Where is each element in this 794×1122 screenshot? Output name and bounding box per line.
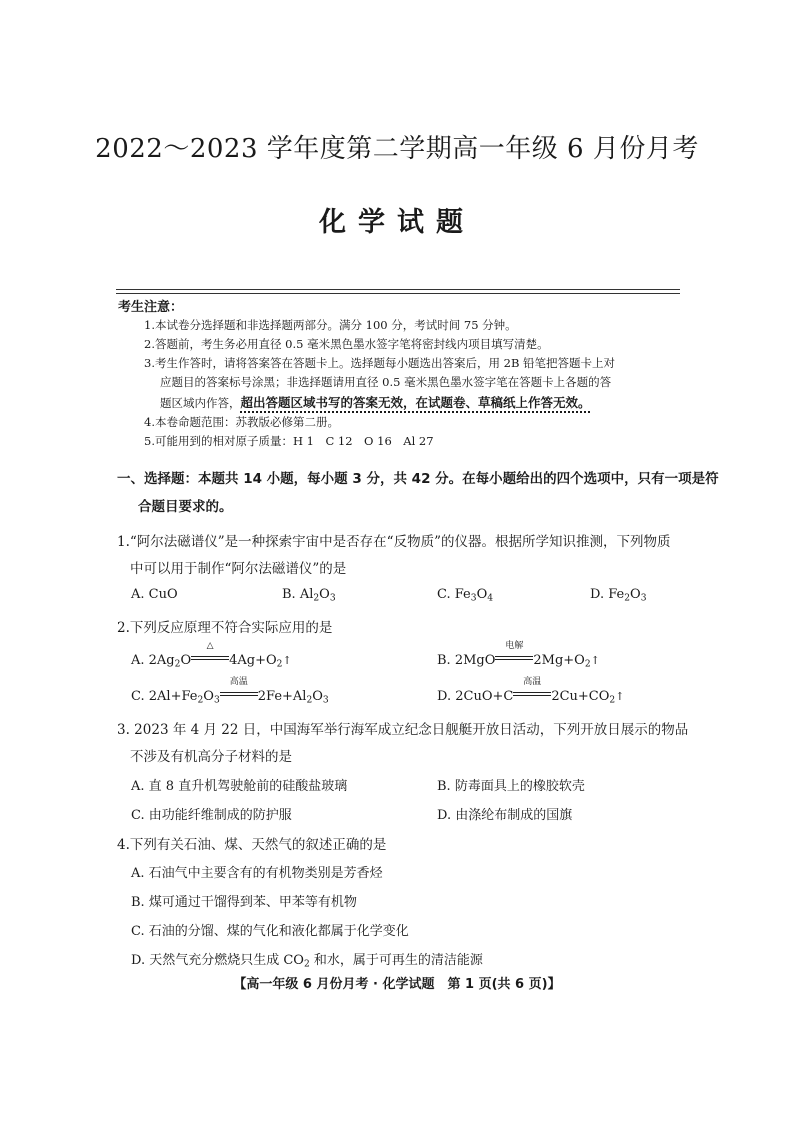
section1-instruction-cont: 合题目要求的。	[138, 499, 233, 515]
q3-option-d: D. 由涤纶布制成的国旗	[437, 808, 573, 823]
exam-title: 2022～2023 学年度第二学期高一年级 6 月份月考	[95, 134, 699, 164]
notice-item-3-tail: 题区域内作答，	[160, 396, 241, 410]
q3-option-a: A. 直 8 直升机驾驶舱前的硅酸盐玻璃	[131, 779, 348, 794]
q3-stem: 3. 2023 年 4 月 22 日，中国海军举行海军成立纪念日舰艇开放日活动，下列开放日展示的物品	[117, 722, 689, 738]
notice-item-3: 3.考生作答时，请将答案答在答题卡上。选择题每小题选出答案后，用 2B 铅笔把答题卡上对	[144, 356, 616, 370]
page-footer: 【高一年级 6 月份月考 · 化学试题 第 1 页(共 6 页)】	[233, 977, 561, 992]
q4-option-c: C. 石油的分馏、煤的气化和液化都属于化学变化	[131, 924, 409, 939]
q1-option-a: A. CuO	[131, 587, 178, 602]
q3-stem-cont: 不涉及有机高分子材料的是	[130, 749, 292, 765]
q3-option-b: B. 防毒面具上的橡胶软壳	[437, 779, 585, 794]
q1-option-d: D. $Fe_2O_3$	[590, 587, 647, 604]
reaction-condition: △	[191, 652, 229, 664]
q2-option-d: D. 2CuO+C 高温 $2Cu+CO_2↑$	[437, 677, 625, 706]
gas-arrow-icon: ↑	[615, 690, 625, 703]
notice-emphasis: 超出答题区域书写的答案无效，在试题卷、草稿纸上作答无效。	[240, 395, 591, 410]
notice-item-2: 2.答题前，考生务必用直径 0.5 毫米黑色墨水签字笔将密封线内项目填写清楚。	[144, 337, 549, 351]
q4-stem: 4.下列有关石油、煤、天然气的叙述正确的是	[117, 837, 387, 853]
gas-arrow-icon: ↑	[590, 654, 600, 667]
q2-stem: 2.下列反应原理不符合实际应用的是	[117, 620, 333, 636]
section1-instruction: 一、选择题：本题共 14 小题，每小题 3 分，共 42 分。在每小题给出的四个选项中，只有一项是符	[117, 471, 719, 487]
q4-option-d: D. 天然气充分燃烧只生成 $CO_2$ 和水，属于可再生的清洁能源	[131, 953, 483, 970]
notice-item-3-cont: 应题目的答案标号涂黑；非选择题请用直径 0.5 毫米黑色墨水签字笔在答题卡上各题的答	[160, 375, 612, 389]
gas-arrow-icon: ↑	[282, 654, 292, 667]
notice-item-5: 5.可能用到的相对原子质量：H 1 C 12 O 16 Al 27	[144, 434, 434, 448]
q1-option-c: C. $Fe_3O_4$	[437, 587, 494, 604]
q4-option-b: B. 煤可通过干馏得到苯、甲苯等有机物	[131, 895, 357, 910]
notice-heading: 考生注意：	[118, 300, 184, 315]
reaction-condition: 电解	[495, 652, 533, 664]
q1-option-b: B. $Al_2O_3$	[282, 587, 336, 604]
notice-item-1: 1.本试卷分选择题和非选择题两部分。满分 100 分，考试时间 75 分钟。	[144, 318, 517, 332]
q1-stem-cont: 中可以用于制作“阿尔法磁谱仪”的是	[130, 561, 347, 577]
reaction-condition: 高温	[220, 688, 258, 700]
notice-item-3-cont2	[160, 393, 591, 411]
reaction-condition: 高温	[513, 688, 551, 700]
q2-option-a: A. $2Ag_2O$ △ $4Ag+O_2↑$	[131, 641, 292, 670]
q2-option-c: C. $2Al+Fe_2O_3$ 高温 $2Fe+Al_2O_3$	[131, 677, 329, 706]
top-divider-inner	[116, 293, 680, 294]
notice-item-4: 4.本卷命题范围：苏教版必修第二册。	[144, 415, 339, 429]
q2-option-b: B. 2MgO 电解 $2Mg+O_2↑$	[437, 641, 600, 670]
q3-option-c: C. 由功能纤维制成的防护服	[131, 808, 292, 823]
subject-title: 化学试题	[319, 207, 475, 238]
q4-option-a: A. 石油气中主要含有的有机物类别是芳香烃	[131, 866, 383, 881]
q1-stem: 1.“阿尔法磁谱仪”是一种探索宇宙中是否存在“反物质”的仪器。根据所学知识推测，下列物质	[117, 534, 671, 550]
top-divider	[116, 289, 680, 290]
